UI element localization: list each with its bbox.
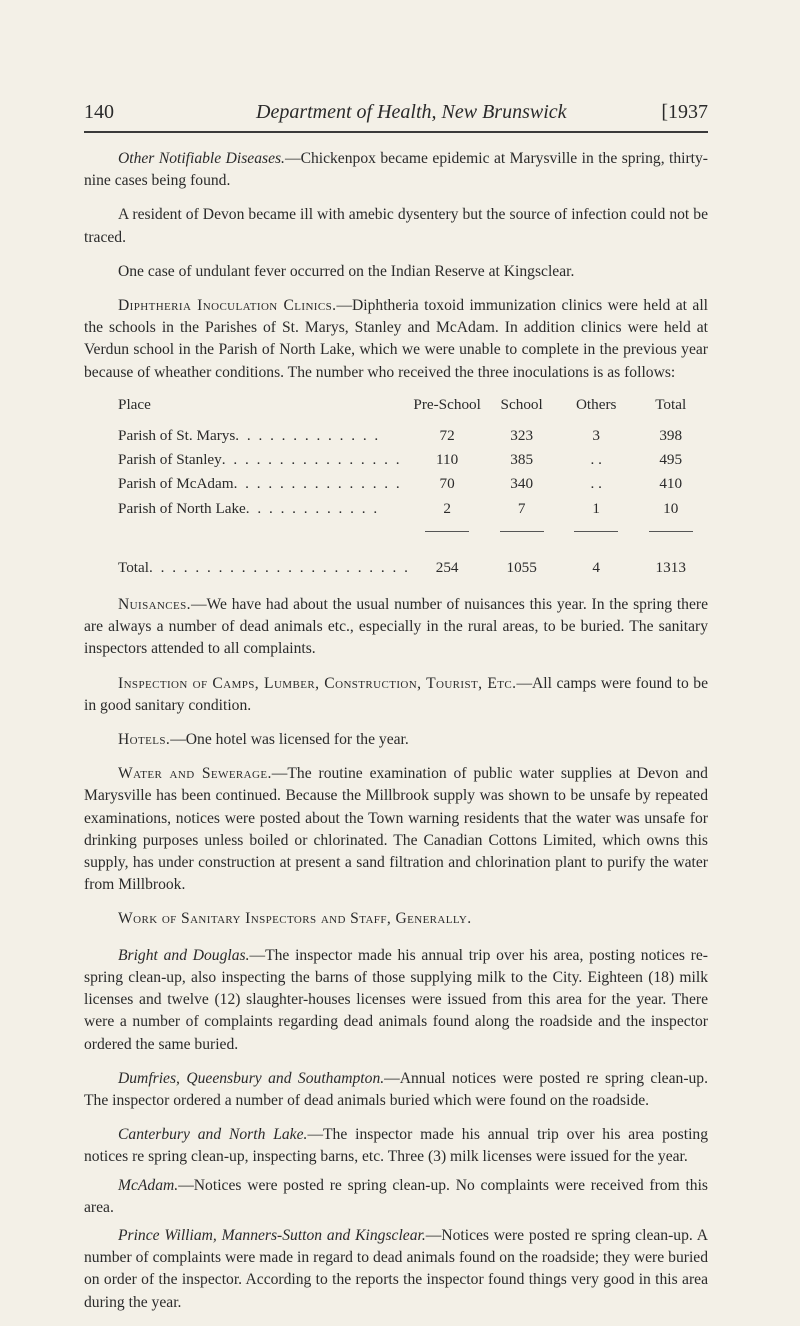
- paragraph-lead: Nuisances.: [118, 596, 191, 614]
- sum-rule-row: [84, 521, 708, 543]
- row-place: [84, 424, 410, 448]
- place-name: Parish of St. Marys: [118, 427, 236, 445]
- place-name: Parish of North Lake: [118, 499, 246, 517]
- total-school: 1055: [506, 558, 537, 576]
- paragraph-lead: Hotels.: [118, 731, 171, 749]
- sum-rule: [633, 521, 708, 543]
- column-header-school: School: [500, 395, 543, 413]
- paragraph-text: —All camps were found to be in good sanitary condition.: [84, 674, 709, 714]
- paragraph-lead: Prince William, Manners-Sutton and Kingsclear.: [118, 1226, 426, 1244]
- sum-rule-spacer: [84, 521, 410, 543]
- table-row: [84, 497, 708, 521]
- paragraph-inspection-of-camps: [84, 673, 708, 717]
- cell-others: . .: [590, 451, 602, 469]
- cell-pre-school: 70: [439, 475, 455, 493]
- running-year: [1937: [661, 101, 708, 123]
- paragraph-text: —The inspector made his annual trip over his area posting notices re spring clean-up, inspecting barns, etc. Three (3) milk licenses were issued for the year.: [84, 1126, 708, 1166]
- cell-others: . .: [590, 475, 602, 493]
- table-row: [84, 472, 708, 496]
- place-name: Parish of Stanley: [118, 451, 222, 469]
- paragraph-hotels: [84, 729, 708, 751]
- paragraph-lead: Other Notifiable Diseases.: [118, 150, 285, 167]
- paragraph-text: —One hotel was licensed for the year.: [170, 731, 409, 749]
- column-header-total: Total: [655, 395, 687, 413]
- paragraph-text: —Annual notices were posted re spring clean-up. The inspector ordered a number of dead animals buried which were found on the roadside.: [84, 1069, 709, 1109]
- table-header-row: [84, 394, 708, 424]
- leader-dots: . . . . . . . . . . . . . . .: [233, 475, 402, 493]
- row-place: [84, 543, 410, 580]
- paragraph-lead: Water and Sewerage.: [118, 765, 272, 783]
- paragraph-other-notifiable-diseases: [84, 148, 708, 192]
- running-title: Department of Health, New Brunswick: [256, 101, 567, 123]
- paragraph-lead: Canterbury and North Lake.: [118, 1126, 308, 1144]
- leader-dots: . . . . . . . . . . . . . . . .: [221, 451, 402, 469]
- cell-others: 1: [592, 499, 600, 517]
- cell-school: 7: [517, 499, 526, 517]
- leader-dots: . . . . . . . . . . . . .: [235, 427, 381, 445]
- cell-total: 495: [659, 451, 683, 469]
- leader-dots: . . . . . . . . . . . . . . . . . . . . . . .: [149, 558, 410, 576]
- paragraph-text: —Chickenpox became epidemic at Marysville in the spring, thirty-nine cases being found.: [84, 150, 708, 190]
- paragraph-lead: Inspection of Camps, Lumber, Construction, Tourist, Etc.: [118, 674, 517, 692]
- paragraph-nuisances: [84, 594, 708, 661]
- total-label: Total: [118, 558, 149, 576]
- page-number: 140: [84, 101, 114, 123]
- header-rule: [84, 131, 708, 133]
- paragraph-dysentery: A resident of Devon became ill with amebic dysentery but the source of infection could not be traced.: [84, 206, 708, 246]
- place-name: Parish of McAdam: [118, 475, 234, 493]
- body-text: [84, 148, 708, 1326]
- paragraph-text: —The routine examination of public water supplies at Devon and Marysville has been continued. Because the Millbrook supply was shown to be unsafe by repeated examinations, notices were posted about the Town warning residents that the water was unsafe for drinking purposes unless boiled or chlorinated. The Canadian Cottons Limited, which owns this supply, has under construction at present a sand filtration and chlorination plant to purify the water from Millbrook.: [84, 765, 708, 894]
- paragraph-prince-william: [84, 1225, 708, 1314]
- cell-pre-school: 110: [436, 451, 459, 469]
- sum-rule: [484, 521, 559, 543]
- column-header-pre-school: Pre-School: [413, 395, 481, 413]
- paragraph-lead: Bright and Douglas.: [118, 946, 250, 964]
- column-header-place: Place: [118, 395, 151, 413]
- paragraph-text: —We have had about the usual number of nuisances this year. In the spring there are always a number of dead animals etc., especially in the rural areas, to be buried. The sanitary inspectors attended to all complaints.: [84, 596, 708, 658]
- cell-school: 385: [510, 451, 534, 469]
- paragraph-water-and-sewerage: [84, 763, 708, 896]
- total-pre-school: 254: [435, 558, 459, 576]
- paragraph-lead: Diphtheria Inoculation Clinics.: [118, 297, 337, 315]
- inoculation-table: [84, 394, 708, 580]
- cell-total: 398: [659, 427, 683, 445]
- table-row: [84, 424, 708, 448]
- row-place: [84, 497, 410, 521]
- paragraph-text: —The inspector made his annual trip over his area, posting notices re-spring clean-up, also inspecting the barns of those supplying milk to the City. Eighteen (18) milk licenses and twelve (12) slaughter-houses licenses were issued from this area for the year. There were a number of complaints regarding dead animals found along the roadside and the inspector ordered the same buried.: [84, 946, 708, 1053]
- row-place: [84, 472, 410, 496]
- cell-total: 410: [659, 475, 683, 493]
- paragraph-text: —Notices were posted re spring clean-up. A number of complaints were made in regard to dead animals found on the roadside; they were buried on order of the inspector. According to the reports the inspector found things very good in this area during the year.: [84, 1226, 708, 1311]
- cell-total: 10: [663, 499, 679, 517]
- cell-others: 3: [592, 427, 600, 445]
- paragraph-mcadam: [84, 1175, 708, 1219]
- sum-rule: [410, 521, 485, 543]
- paragraph-lead: McAdam.: [118, 1176, 179, 1194]
- row-place: [84, 448, 410, 472]
- paragraph-bright-and-douglas: [84, 945, 708, 1056]
- sum-rule: [559, 521, 634, 543]
- table-total-row: [84, 543, 708, 580]
- paragraph-dumfries: [84, 1068, 708, 1112]
- running-header: [84, 101, 708, 131]
- paragraph-text: —Notices were posted re spring clean-up. No complaints were received from this area.: [84, 1176, 708, 1216]
- paragraph-canterbury: [84, 1124, 708, 1168]
- total-total: 1313: [655, 558, 686, 576]
- section-heading-sanitary-inspectors: Work of Sanitary Inspectors and Staff, Generally.: [118, 910, 472, 928]
- paragraph-undulant-fever: One case of undulant fever occurred on the Indian Reserve at Kingsclear.: [118, 262, 575, 280]
- paragraph-text: —Diphtheria toxoid immunization clinics were held at all the schools in the Parishes of St. Marys, Stanley and McAdam. In addition clinics were held at Verdun school in the Parish of North Lake, which we were unable to complete in the previous year because of wheather conditions. The number who received the three inoculations is as follows:: [84, 297, 709, 381]
- column-header-others: Others: [575, 395, 617, 413]
- table-row: [84, 448, 708, 472]
- cell-pre-school: 72: [439, 427, 455, 445]
- leader-dots: . . . . . . . . . . . .: [245, 499, 380, 517]
- total-others: 4: [592, 558, 600, 576]
- paragraph-diphtheria: [84, 295, 708, 384]
- cell-pre-school: 2: [443, 499, 451, 517]
- paragraph-lead: Dumfries, Queensbury and Southampton.: [118, 1069, 385, 1087]
- cell-school: 323: [510, 427, 534, 445]
- cell-school: 340: [510, 475, 534, 493]
